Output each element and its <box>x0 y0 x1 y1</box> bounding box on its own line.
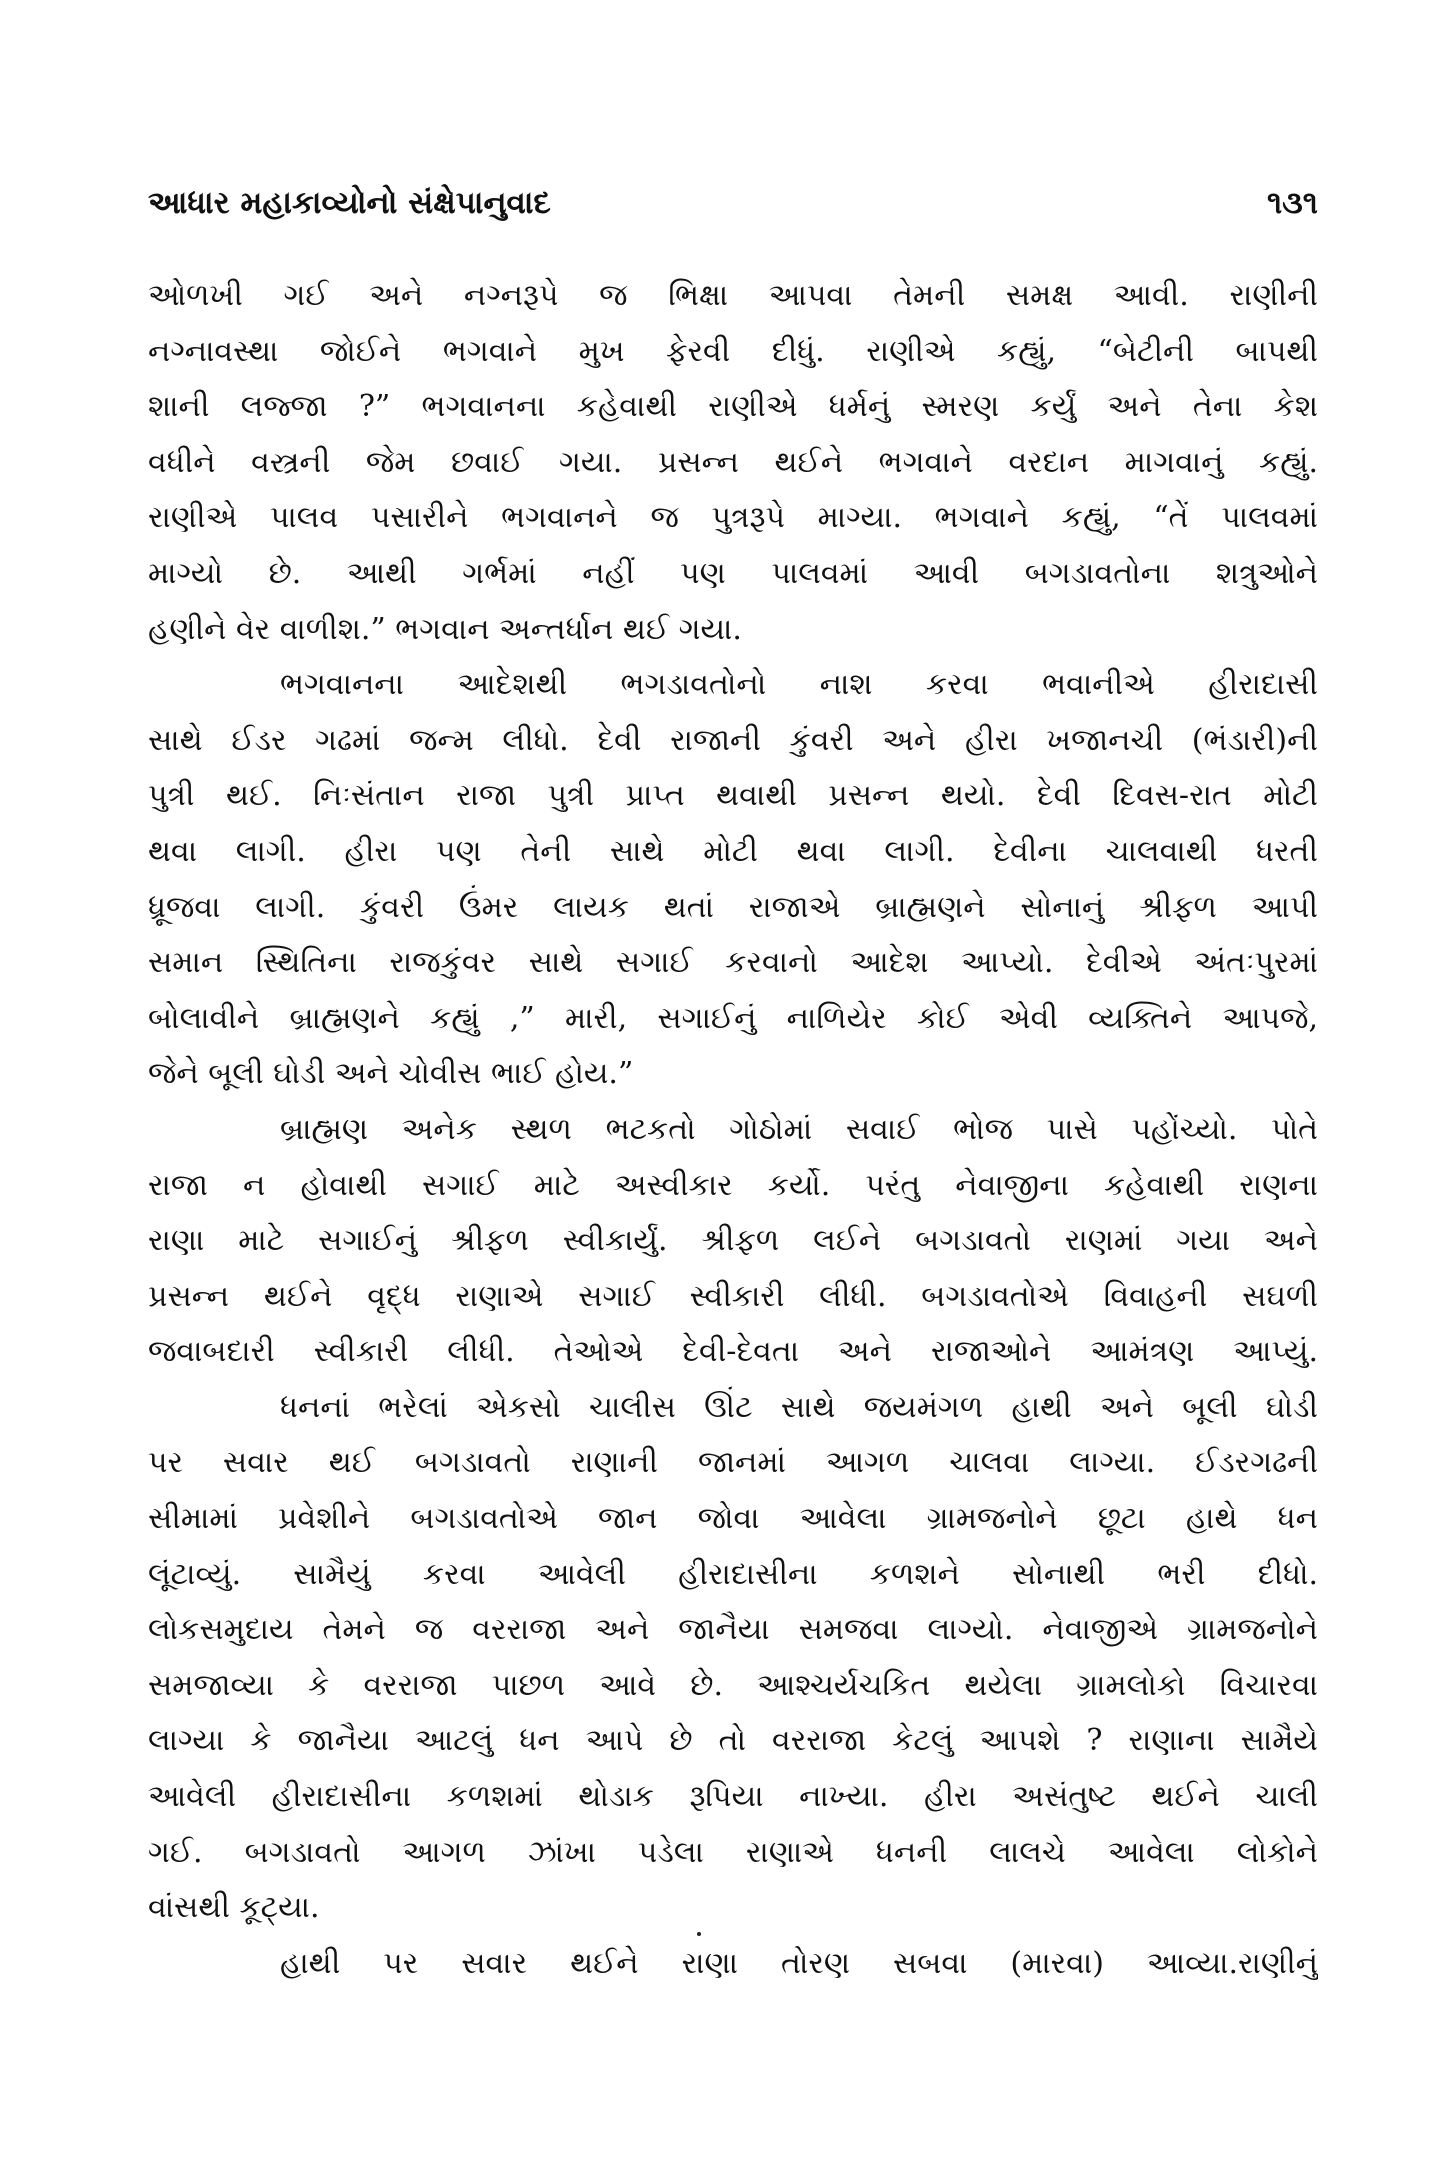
text-line: થવા લાગી. હીરા પણ તેની સાથે મોટી થવા લાગી. દેવીના ચાલવાથી ધરતી <box>148 833 1318 869</box>
text-line: પર સવાર થઈ બગડાવતો રાણાની જાનમાં આગળ ચાલવા લાગ્યા. ઈડરગઢની <box>148 1445 1318 1481</box>
text-line: નગ્નાવસ્થા જોઈને ભગવાને મુખ ફેરવી દીધું. રાણીએ કહ્યું, “બેટીની બાપથી <box>148 333 1318 369</box>
page-number: ૧૩૧ <box>1266 185 1318 221</box>
text-line: સમજાવ્યા કે વરરાજા પાછળ આવે છે. આશ્ચર્યચકિત થયેલા ગ્રામલોકો વિચારવા <box>148 1667 1318 1703</box>
text-line: પ્રસન્ન થઈને વૃદ્ધ રાણાએ સગાઈ સ્વીકારી લીધી. બગડાવતોએ વિવાહની સઘળી <box>148 1278 1318 1314</box>
page-header <box>148 178 1318 238</box>
text-line: બોલાવીને બ્રાહ્મણને કહ્યું ,” મારી, સગાઈનું નાળિયેર કોઈ એવી વ્યક્તિને આપજે, <box>148 1000 1318 1036</box>
text-line: ભગવાનના આદેશથી ભગડાવતોનો નાશ કરવા ભવાનીએ હીરાદાસી <box>280 667 1318 703</box>
paragraph-2 <box>148 657 1318 1102</box>
text-line: વાંસથી કૂટ્યા. <box>148 1890 320 1926</box>
text-line: જેને બૂલી ઘોડી અને ચોવીસ ભાઈ હોય.” <box>148 1056 634 1092</box>
text-line: માગ્યો છે. આથી ગર્ભમાં નહીં પણ પાલવમાં આવી બગડાવતોના શત્રુઓને <box>148 555 1318 591</box>
text-line: સાથે ઈડર ગઢમાં જન્મ લીધો. દેવી રાજાની કુંવરી અને હીરા ખજાનચી (ભંડારી)ની <box>148 722 1318 758</box>
text-line: આવેલી હીરાદાસીના કળશમાં થોડાક રૂપિયા નાખ્યા. હીરા અસંતુષ્ટ થઈને ચાલી <box>148 1779 1318 1815</box>
text-line: લોકસમુદાય તેમને જ વરરાજા અને જાનૈયા સમજવા લાગ્યો. નેવાજીએ ગ્રામજનોને <box>148 1612 1318 1648</box>
text-line: હાથી પર સવાર થઈને રાણા તોરણ સબવા (મારવા) આવ્યા.રાણીનું <box>280 1945 1318 1981</box>
text-line: વધીને વસ્ત્રની જેમ છવાઈ ગયા. પ્રસન્ન થઈને ભગવાને વરદાન માગવાનું કહ્યું. <box>148 444 1318 480</box>
text-line: રાણા માટે સગાઈનું શ્રીફળ સ્વીકાર્યું. શ્રીફળ લઈને બગડાવતો રાણમાં ગયા અને <box>148 1223 1318 1259</box>
text-line: રાજા ન હોવાથી સગાઈ માટે અસ્વીકાર કર્યો. પરંતુ નેવાજીના કહેવાથી રાણના <box>148 1167 1318 1203</box>
print-speck <box>697 1932 701 1936</box>
text-line: હણીને વેર વાળીશ.” ભગવાન અન્તર્ધાન થઈ ગયા. <box>148 611 742 647</box>
paragraph-4 <box>148 1380 1318 1936</box>
text-line: ઓળખી ગઈ અને નગ્નરૂપે જ ભિક્ષા આપવા તેમની સમક્ષ આવી. રાણીની <box>148 278 1318 313</box>
text-line: બ્રાહ્મણ અનેક સ્થળ ભટકતો ગોઠોમાં સવાઈ ભોજ પાસે પહોંચ્યો. પોતે <box>280 1111 1318 1147</box>
text-line: લૂંટાવ્યું. સામૈયું કરવા આવેલી હીરાદાસીના કળશને સોનાથી ભરી દીધો. <box>148 1556 1318 1592</box>
text-line: શાની લજ્જા ?” ભગવાનના કહેવાથી રાણીએ ધર્મનું સ્મરણ કર્યું અને તેના કેશ <box>148 389 1318 425</box>
text-line: લાગ્યા કે જાનૈયા આટલું ધન આપે છે તો વરરાજા કેટલું આપશે ? રાણાના સામૈયે <box>148 1723 1318 1759</box>
body-text <box>148 268 1318 1991</box>
text-line: સીમામાં પ્રવેશીને બગડાવતોએ જાન જોવા આવેલા ગ્રામજનોને છૂટા હાથે ધન <box>148 1501 1318 1537</box>
paragraph-1 <box>148 268 1318 657</box>
text-line: રાણીએ પાલવ પસારીને ભગવાનને જ પુત્રરૂપે માગ્યા. ભગવાને કહ્યું, “તેં પાલવમાં <box>148 500 1318 536</box>
paragraph-3 <box>148 1102 1318 1380</box>
text-line: પુત્રી થઈ. નિઃસંતાન રાજા પુત્રી પ્રાપ્ત થવાથી પ્રસન્ન થયો. દેવી દિવસ-રાત મોટી <box>148 778 1318 814</box>
text-line: ગઈ. બગડાવતો આગળ ઝાંખા પડેલા રાણાએ ધનની લાલચે આવેલા લોકોને <box>148 1834 1318 1870</box>
text-line: સમાન સ્થિતિના રાજકુંવર સાથે સગાઈ કરવાનો આદેશ આપ્યો. દેવીએ અંતઃપુરમાં <box>148 945 1318 981</box>
text-line: ધ્રૂજવા લાગી. કુંવરી ઉંમર લાયક થતાં રાજાએ બ્રાહ્મણને સોનાનું શ્રીફળ આપી <box>148 889 1318 925</box>
text-line: ધનનાં ભરેલાં એકસો ચાલીસ ઊંટ સાથે જયમંગળ હાથી અને બૂલી ઘોડી <box>280 1389 1318 1425</box>
paragraph-5 <box>148 1936 1318 1992</box>
text-line: જવાબદારી સ્વીકારી લીધી. તેઓએ દેવી-દેવતા અને રાજાઓને આમંત્રણ આપ્યું. <box>148 1334 1318 1370</box>
running-title: આધાર મહાકાવ્યોનો સંક્ષેપાનુવાદ <box>148 185 551 221</box>
